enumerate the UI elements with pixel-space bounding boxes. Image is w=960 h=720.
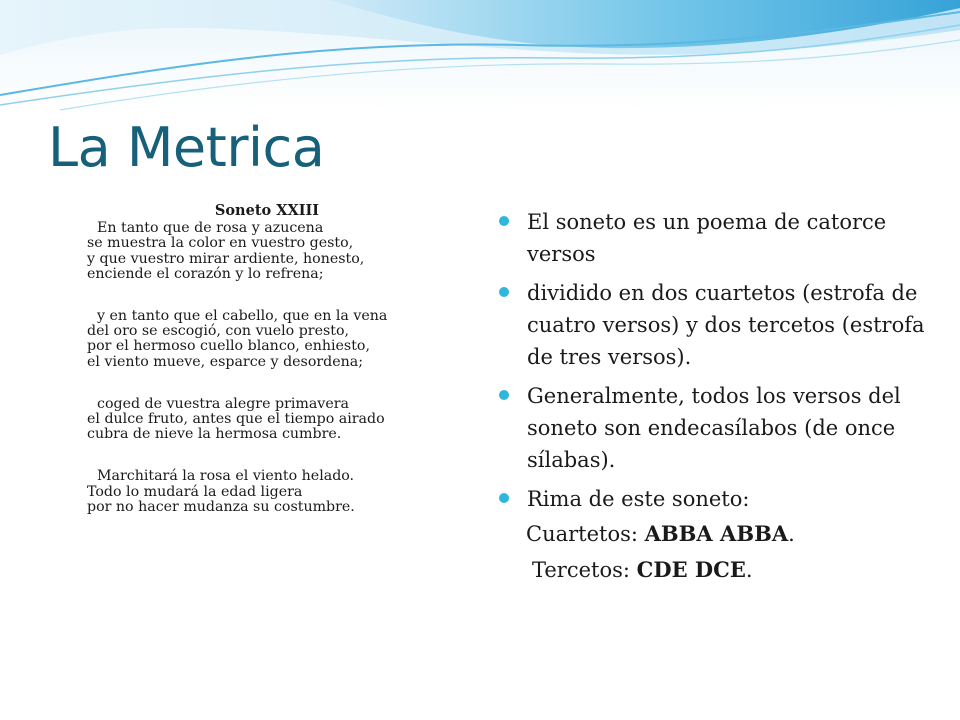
- bullet-text: dividido en dos cuartetos (estrofa de cuatro versos) y dos tercetos (estrofa de tres versos).: [527, 281, 925, 369]
- bullet-item: [497, 483, 927, 515]
- rhyme-tercetos-value: CDE DCE: [636, 557, 746, 582]
- slide-title: La Metrica: [48, 116, 325, 179]
- bullet-dot-icon: [499, 493, 509, 503]
- bullet-item: [497, 277, 927, 373]
- rhyme-tercetos: [497, 554, 927, 586]
- rhyme-period: .: [745, 558, 753, 582]
- bullet-dot-icon: [499, 287, 509, 297]
- poem-line: y que vuestro mirar ardiente, honesto,: [87, 250, 365, 267]
- poem-line: enciende el corazón y lo refrena;: [87, 265, 324, 282]
- poem-line: el viento mueve, esparce y desordena;: [87, 353, 364, 370]
- stanza: [87, 309, 457, 370]
- wave-decoration: [0, 0, 960, 120]
- poem-line: Todo lo mudará la edad ligera: [87, 483, 303, 500]
- stanza: [87, 221, 457, 282]
- bullet-list: [497, 206, 927, 586]
- poem-line: del oro se escogió, con vuelo presto,: [87, 323, 349, 340]
- stanza: [87, 469, 457, 515]
- poem-title: Soneto XXIII: [214, 202, 320, 219]
- poem-line: Marchitará la rosa el viento helado.: [97, 468, 355, 485]
- rhyme-cuartetos: [497, 518, 927, 550]
- poem-line: y en tanto que el cabello, que en la vena: [97, 308, 388, 325]
- rhyme-period: .: [788, 522, 795, 546]
- rhyme-cuartetos-label: Cuartetos:: [526, 522, 645, 546]
- bullet-dot-icon: [499, 390, 509, 400]
- rhyme-cuartetos-value: ABBA ABBA: [644, 521, 789, 546]
- rhyme-tercetos-label: Tercetos:: [532, 558, 637, 582]
- bullet-text: Rima de este soneto:: [527, 487, 750, 511]
- bullet-text: El soneto es un poema de catorce versos: [527, 210, 887, 266]
- stanza: [87, 397, 457, 443]
- poem-line: cubra de nieve la hermosa cumbre.: [87, 426, 342, 443]
- poem-line: el dulce fruto, antes que el tiempo airado: [87, 411, 385, 428]
- poem-line: se muestra la color en vuestro gesto,: [87, 235, 354, 252]
- poem-line: por no hacer mudanza su costumbre.: [87, 498, 355, 515]
- poem-line: En tanto que de rosa y azucena: [97, 220, 324, 237]
- bullet-item: [497, 380, 927, 476]
- bullet-item: [497, 206, 927, 270]
- poem-block: [87, 203, 457, 542]
- poem-line: coged de vuestra alegre primavera: [97, 395, 349, 412]
- poem-line: por el hermoso cuello blanco, enhiesto,: [87, 338, 370, 355]
- bullet-dot-icon: [499, 216, 509, 226]
- bullet-text: Generalmente, todos los versos del soneto son endecasílabos (de once sílabas).: [527, 384, 901, 472]
